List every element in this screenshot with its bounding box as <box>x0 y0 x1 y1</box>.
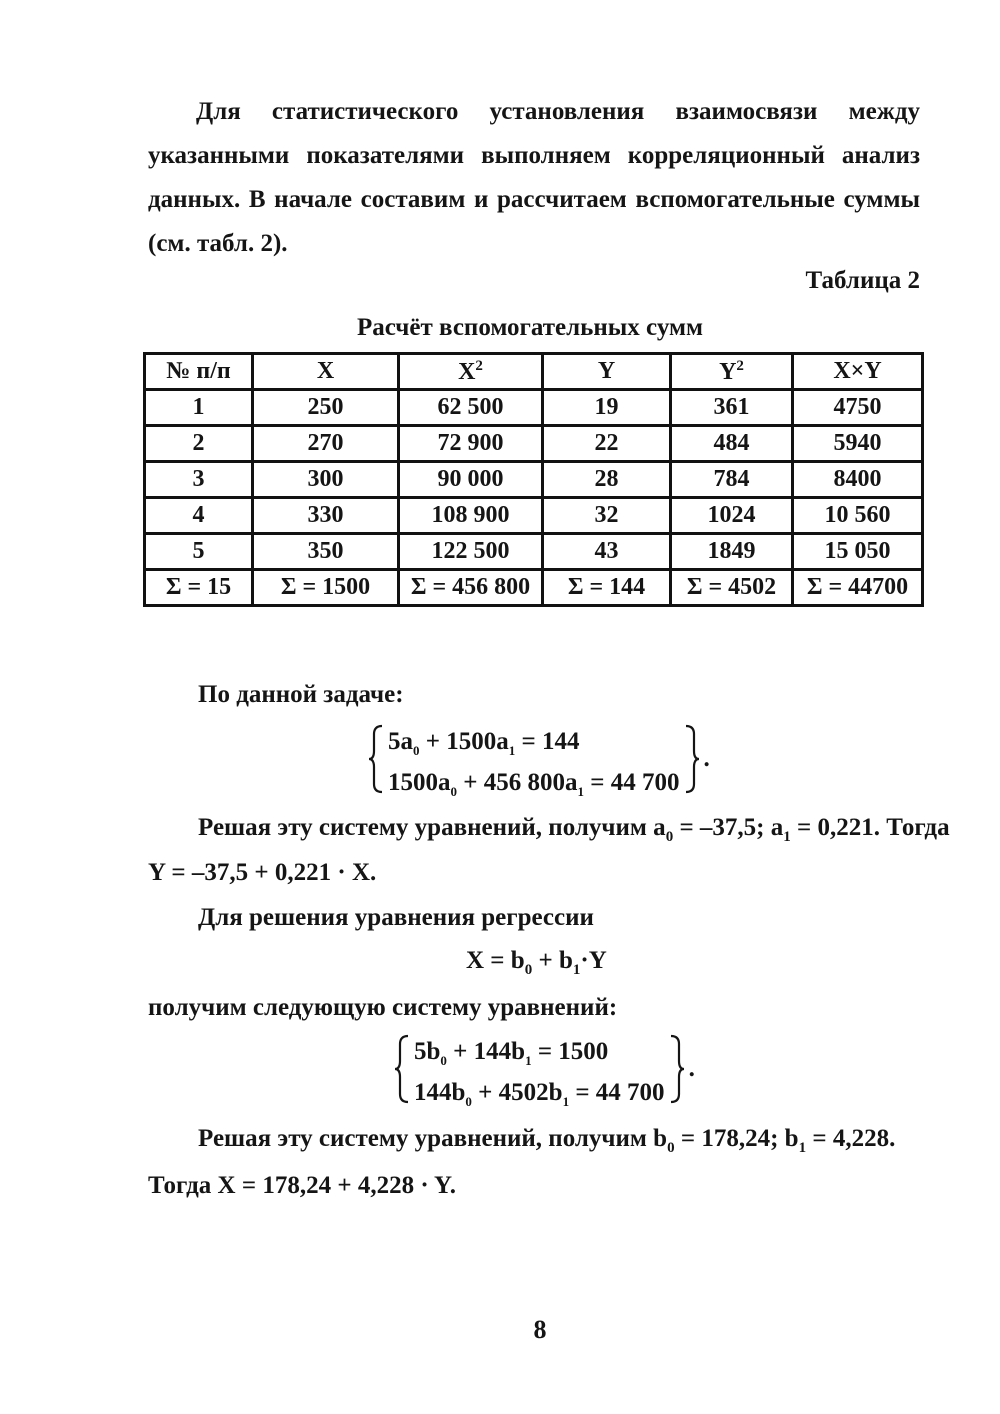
table-cell: 5940 <box>793 426 923 462</box>
system-intro: получим следующую систему уравнений: <box>148 994 618 1021</box>
header-x-times-y: X×Y <box>793 354 923 390</box>
table-cell: 1024 <box>671 498 793 534</box>
table-cell: 122 500 <box>399 534 543 570</box>
table-cell: 350 <box>253 534 399 570</box>
regression-intro: Для решения уравнения регрессии <box>198 904 594 931</box>
table-cell: 43 <box>543 534 671 570</box>
table-cell: 300 <box>253 462 399 498</box>
header-number: № п/п <box>145 354 253 390</box>
table-row <box>145 426 923 462</box>
table-cell: 1 <box>145 390 253 426</box>
table-cell: 22 <box>543 426 671 462</box>
table-cell: 784 <box>671 462 793 498</box>
period-mark: . <box>688 1055 695 1082</box>
table-cell: 8400 <box>793 462 923 498</box>
header-x: X <box>253 354 399 390</box>
sums-table <box>143 352 924 607</box>
total-cell: Σ = 456 800 <box>399 570 543 606</box>
header-y: Y <box>543 354 671 390</box>
table-cell: 28 <box>543 462 671 498</box>
regression-equation: $X = b_0 + b_1\cdot Y$ <box>466 947 607 978</box>
total-cell: Σ = 1500 <box>253 570 399 606</box>
table-row <box>145 390 923 426</box>
table-cell: 2 <box>145 426 253 462</box>
table-cell: 361 <box>671 390 793 426</box>
system1-equation-1: $5a_0 + 1500a_1 = 144$ <box>388 728 580 758</box>
right-brace-icon <box>684 724 700 794</box>
total-cell: Σ = 144 <box>543 570 671 606</box>
table-cell: 62 500 <box>399 390 543 426</box>
right-brace-icon <box>669 1034 685 1104</box>
table-row <box>145 498 923 534</box>
table-cell: 330 <box>253 498 399 534</box>
system2-equation-2: $144b_0 + 4502b_1 = 44$ 700 <box>414 1079 665 1109</box>
equation-system-2 <box>394 1034 695 1109</box>
left-brace-icon <box>394 1034 410 1104</box>
table-header-row <box>145 354 923 390</box>
intro-paragraph: Для статистического установления взаимосвязи между указанными показателями выполняем корреляционный анализ данных. В начале составим и рассчитаем вспомогательные суммы (см. табл. 2). <box>148 98 920 257</box>
table-cell: 90 000 <box>399 462 543 498</box>
solution-1-text: Решая эту систему уравнений, получим $a_0 = -37,5$; $a_1 = 0,221$. Тогда <box>198 814 950 845</box>
total-cell: Σ = 44700 <box>793 570 923 606</box>
table-cell: 10 560 <box>793 498 923 534</box>
table-cell: 5 <box>145 534 253 570</box>
table-cell: 3 <box>145 462 253 498</box>
table-cell: 19 <box>543 390 671 426</box>
solution-2-result: Тогда X = 178,24 + 4,228 · Y. <box>148 1172 457 1199</box>
total-cell: Σ = 4502 <box>671 570 793 606</box>
table-cell: 270 <box>253 426 399 462</box>
table-cell: 4750 <box>793 390 923 426</box>
table-label: Таблица 2 <box>805 267 920 294</box>
page-number: 8 <box>533 1315 547 1344</box>
header-y-squared: $Y^2$ <box>671 354 793 390</box>
table-cell: 32 <box>543 498 671 534</box>
table-cell: 15 050 <box>793 534 923 570</box>
table-title: Расчёт вспомогательных сумм <box>356 314 704 341</box>
table-cell: 4 <box>145 498 253 534</box>
equation-system-1 <box>368 724 710 799</box>
table-cell: 1849 <box>671 534 793 570</box>
table-totals-row <box>145 570 923 606</box>
table-cell: 108 900 <box>399 498 543 534</box>
table-cell: 72 900 <box>399 426 543 462</box>
table-row <box>145 462 923 498</box>
table-cell: 484 <box>671 426 793 462</box>
table-cell: 250 <box>253 390 399 426</box>
total-cell: Σ = 15 <box>145 570 253 606</box>
solution-2-text: Решая эту систему уравнений, получим $b_0 = 178,24$; $b_1 = 4,228$. <box>198 1125 896 1156</box>
left-brace-icon <box>368 724 384 794</box>
table-row <box>145 534 923 570</box>
header-x-squared: $X^2$ <box>399 354 543 390</box>
system2-equation-1: $5b_0 + 144b_1 = 1500$ <box>414 1038 609 1068</box>
task-label: По данной задаче: <box>198 681 404 708</box>
solution-1-result: Y = –37,5 + 0,221 · X. <box>148 859 377 886</box>
period-mark: . <box>703 745 710 772</box>
system1-equation-2: $1500a_0 + 456$ $800a_1 = 44$ 700 <box>388 769 680 799</box>
